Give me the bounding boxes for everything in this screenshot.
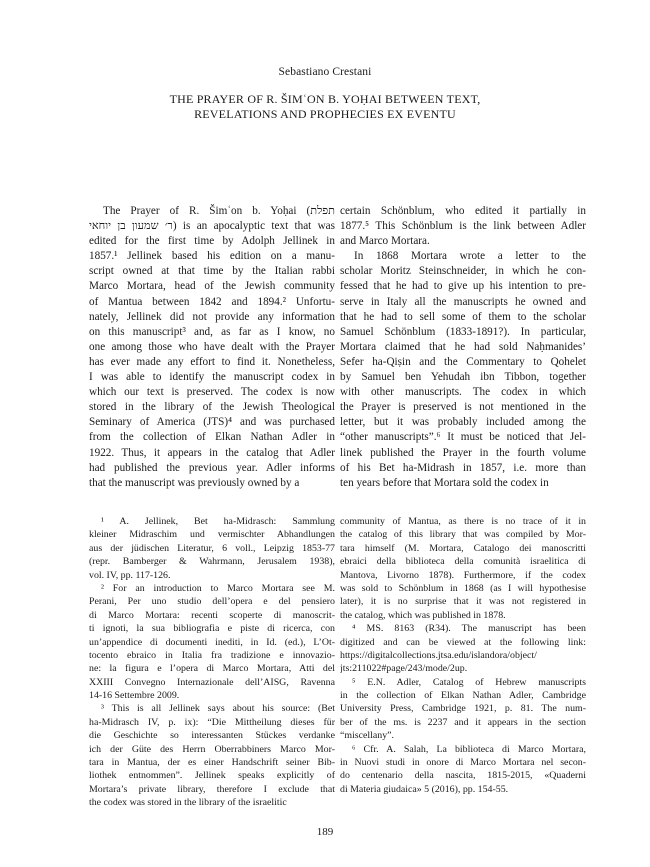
footnote-line: “miscellany”.: [340, 730, 395, 742]
body-text-line: script owned at that time by the Italian rabbi: [89, 265, 335, 278]
body-text-line: that he had to sell some of them to the scholar: [340, 310, 586, 323]
footnote-line: the catalog, which was published in 1878.: [340, 609, 506, 621]
author-name: Sebastiano Crestani: [278, 66, 372, 78]
footnote-line: Mantova, Livorno 1878). Furthermore, if the codex: [340, 569, 586, 581]
footnote-line: ich der Güte des Herrn Oberrabbiners Marco Mor-: [89, 743, 335, 755]
footnote-line: was sold to Schönblum in 1868 (as I will hypothesise: [340, 582, 586, 594]
footnote-line: vol. IV, pp. 117-126.: [89, 569, 171, 581]
body-text-line: letter, but it was probably included among the: [340, 416, 586, 429]
footnote-line: do centenario della nascita, 1815-2015, «Quaderni: [340, 770, 586, 782]
footnote-line: ² For an introduction to Marco Mortara see M.: [101, 582, 335, 594]
footnote-line: die Geschichte so interessanten Stückes verdanke: [89, 730, 335, 742]
body-text-line: stored in the library of the Jewish Theological: [89, 401, 335, 414]
footnote-line: di Materia giudaica» 5 (2016), pp. 154-55.: [340, 783, 509, 795]
footnotes-column-left: [89, 515, 335, 810]
body-text-line: the Prayer is preserved is not mentioned in the: [340, 401, 586, 414]
body-text-line: Marco Mortara, head of the Jewish community: [89, 280, 335, 293]
body-text-line: 1922. Thus, it appears in the catalog that Adler: [89, 446, 335, 459]
footnote-line: tara himself (M. Mortara, Catalogo dei manoscritti: [340, 542, 586, 554]
body-text-line: that the manuscript was previously owned by a: [89, 476, 300, 489]
body-text-line: nately, Jellinek did not provide any information: [89, 310, 335, 323]
body-text-line: of Mantua between 1842 and 1894.² Unfortu-: [89, 295, 335, 308]
page-number: 189: [316, 826, 334, 838]
footnote-line: liothek entnommen”. Jellinek speaks explicitly of: [89, 770, 335, 782]
body-text-line: of his Bet ha-Midrash in 1857, i.e. more than: [340, 461, 586, 474]
article-title: [0, 92, 650, 122]
body-text-line: edited for the first time by Adolph Jellinek in: [89, 235, 335, 248]
footnote-line: later), it is no surprise that it was not registered in: [340, 596, 586, 608]
body-text-line: has ever made any effort to find it. Nonetheless,: [89, 355, 335, 368]
body-text-line: The Prayer of R. Šimʿon b. Yoḥai (תפלת: [103, 205, 335, 217]
footnote-line: tocento ebraico in Italia fra tradizione e innovazio-: [89, 649, 335, 661]
footnote-line: (repr. Bamberger & Wahrmann, Jerusalem 1938),: [89, 556, 335, 568]
footnote-line: in Nuovi studi in onore di Marco Mortara nel secon-: [340, 757, 586, 769]
footnote-line: https://digitalcollections.jtsa.edu/islandora/object/: [340, 649, 537, 661]
body-column-left: [89, 204, 335, 491]
footnote-line: ber of the ms. is 2237 and it appears in the section: [340, 716, 586, 728]
footnote-line: aus der jüdischen Literatur, 6 voll., Leipzig 1853-77: [89, 542, 335, 554]
body-text-line: Seminary of America (JTS)⁴ and was purchased: [89, 416, 335, 429]
footnote-line: the codex was stored in the library of the israelitic: [89, 797, 287, 809]
title-line: REVELATIONS AND PROPHECIES EX EVENTU: [194, 107, 456, 121]
footnote-line: Perani, Per uno studio dell’opera e del pensiero: [89, 596, 335, 608]
footnote-line: ⁶ Cfr. A. Salah, La biblioteca di Marco Mortara,: [352, 743, 586, 755]
body-text-line: Mortara claimed that he had sold Naḥmanides’: [340, 340, 586, 353]
footnote-line: ebraici della biblioteca della comunità israelitica di: [340, 556, 586, 568]
body-text-line: and Marco Mortara.: [340, 235, 430, 248]
footnote-line: the catalog of this library that was compiled by Mor-: [340, 529, 586, 541]
body-text-line: Sefer ha-Qiṣin and the Commentary to Qohelet: [340, 355, 586, 368]
body-text-line: on this manuscript³ and, as far as I know, no: [89, 325, 335, 338]
footnote-line: kleiner Midraschim und vermischter Abhandlungen: [89, 529, 335, 541]
footnotes-column-right: [340, 515, 586, 796]
body-text-line: certain Schönblum, who edited it partially in: [340, 205, 586, 217]
body-text-line: serve in Italy all the manuscripts he owned and: [340, 295, 586, 308]
footnote-line: ⁴ MS. 8163 (R34). The manuscript has been: [352, 623, 586, 635]
body-text-line: ten years before that Mortara sold the codex in: [340, 476, 549, 489]
footnote-line: digitized and can be viewed at the following link:: [340, 636, 586, 648]
footnote-line: community of Mantua, as there is no trace of it in: [340, 516, 586, 527]
body-text-line: fessed that he had to give up his intention to pre-: [340, 280, 586, 293]
footnote-line: ³ This is all Jellinek says about his source: (Bet: [101, 703, 335, 715]
footnote-line: di Marco Mortara: recenti scoperte di manoscrit-: [89, 609, 335, 621]
footnote-line: in the collection of Elkan Nathan Adler, Cambridge: [340, 690, 586, 702]
footnote-line: tara in Mantua, der es einer Handschrift seiner Bib-: [89, 757, 335, 769]
footnote-line: ¹ A. Jellinek, Bet ha-Midrasch: Sammlung: [101, 516, 335, 527]
footnote-line: ne: la figura e l’opera di Marco Mortara, Atti del: [89, 663, 335, 675]
footnote-line: University Press, Cambridge 1921, p. 81. The num-: [340, 703, 586, 715]
footnote-line: jts:211022#page/243/mode/2up.: [340, 663, 468, 675]
body-text-line: had published the previous year. Adler informs: [89, 461, 335, 474]
footnote-line: XXIII Convegno Internazionale dell’AISG, Ravenna: [89, 676, 335, 688]
body-text-line: In 1868 Mortara wrote a letter to the: [354, 250, 586, 263]
footnote-line: un’appendice di documenti inediti, in Id. (ed.), L’Ot-: [89, 636, 335, 648]
body-column-right: [340, 204, 586, 491]
body-text-line: 1877.⁵ This Schönblum is the link between Adler: [340, 220, 586, 233]
body-text-line: one among those who have dealt with the Prayer: [89, 340, 335, 353]
body-text-line: scholar Moritz Steinschneider, in which he con-: [340, 265, 586, 278]
body-text-line: Samuel Schönblum (1833-1891?). In particular,: [340, 325, 586, 338]
body-text-line: from the collection of Elkan Nathan Adler in: [89, 431, 335, 444]
body-text-line: with other manuscripts. The codex in which: [340, 386, 586, 399]
body-text-line: ר׳ שמעון בן יוחאי) is an apocalyptic text that was: [89, 220, 335, 233]
body-text-line: I was able to identify the manuscript codex in: [89, 371, 335, 384]
body-text-line: by Samuel ben Yehudah ibn Tibbon, together: [340, 371, 586, 384]
title-line: THE PRAYER OF R. ŠIMʿON B. YOḤAI BETWEEN TEXT,: [169, 92, 481, 106]
footnote-line: ha-Midrasch IV, p. ix): “Die Mittheilung dieses für: [89, 716, 335, 728]
body-text-line: 1857.¹ Jellinek based his edition on a manu-: [89, 250, 335, 263]
body-text-line: “other manuscripts”.⁶ It must be noticed that Jel-: [340, 431, 586, 444]
body-text-line: linek published the Prayer in the fourth volume: [340, 446, 586, 459]
body-text-line: which our text is preserved. The codex is now: [89, 386, 335, 399]
footnote-line: ti ignoti, la sua bibliografia e piste di ricerca, con: [89, 623, 335, 635]
footnote-line: Mortara’s private library, therefore I exclude that: [89, 783, 335, 795]
footnote-line: 14-16 Settembre 2009.: [89, 690, 180, 702]
footnote-line: ⁵ E.N. Adler, Catalog of Hebrew manuscripts: [352, 676, 586, 688]
